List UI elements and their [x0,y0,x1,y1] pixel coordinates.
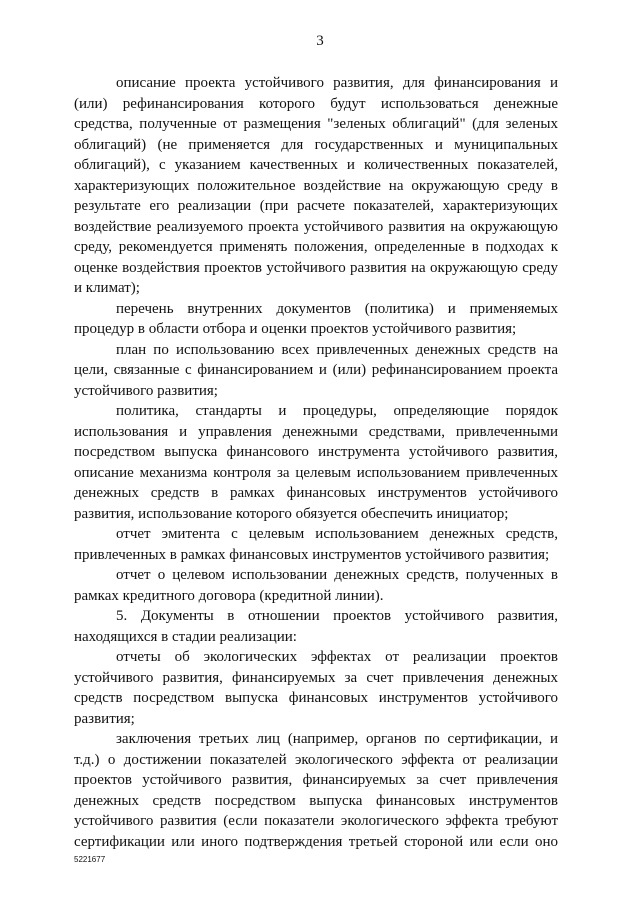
paragraph-ecological-reports: отчеты об экологических эффектах от реализации проектов устойчивого развития, финансируемых за счет привлечения денежных средств посредством выпуска финансовых инструментов устойчивого развития; [74,649,558,727]
paragraph-section-5-heading: 5. Документы в отношении проектов устойчивого развития, находящихся в стадии реализации: [74,608,558,645]
paragraph-project-description: описание проекта устойчивого развития, для финансирования и (или) рефинансирования которого будут использоваться денежные средства, полученные от размещения "зеленых облигаций" (для зеленых облигаций) (не применяется для государственных и муниципальных облигаций), с указанием качественных и количественных показателей, характеризующих положительное воздействие на окружающую среду в результате его реализации (при расчете показателей, характеризующих воздействие реализуемого проекта устойчивого развития на окружающую среду, рекомендуется применять положения, определенные в подходах к оценке воздействия проектов устойчивого развития на окружающую среду и климат); [74,75,558,296]
paragraph-funds-plan: план по использованию всех привлеченных денежных средств на цели, связанные с финансированием и (или) рефинансированием проекта устойчивого развития; [74,341,558,399]
paragraph-loan-report: отчет о целевом использовании денежных средств, полученных в рамках кредитного договора (кредитной линии). [74,567,558,604]
paragraph-internal-documents: перечень внутренних документов (политика) и применяемых процедур в области отбора и оценки проектов устойчивого развития; [74,300,558,337]
paragraph-policies-procedures: политика, стандарты и процедуры, определяющие порядок использования и управления денежными средствами, привлеченными посредством выпуска финансового инструмента устойчивого развития, описание механизма контроля за целевым использованием привлеченных денежных средств в рамках финансовых инструментов устойчивого развития, использование которого обязуется обеспечить инициатор; [74,403,558,522]
document-body [74,73,558,852]
page-number: 3 [316,33,324,49]
paragraph-third-party-conclusions: заключения третьих лиц (например, органов по сертификации, и т.д.) о достижении показателей экологического эффекта от реализации проектов устойчивого развития, финансируемых за счет привлечения денежных средств посредством выпуска финансовых инструментов устойчивого развития (если показатели экологического эффекта требуют сертификации или иного подтверждения третьей стороной или если оно [74,731,558,850]
document-code: 5221677 [74,855,106,864]
paragraph-issuer-report: отчет эмитента с целевым использованием денежных средств, привлеченных в рамках финансовых инструментов устойчивого развития; [74,526,558,563]
